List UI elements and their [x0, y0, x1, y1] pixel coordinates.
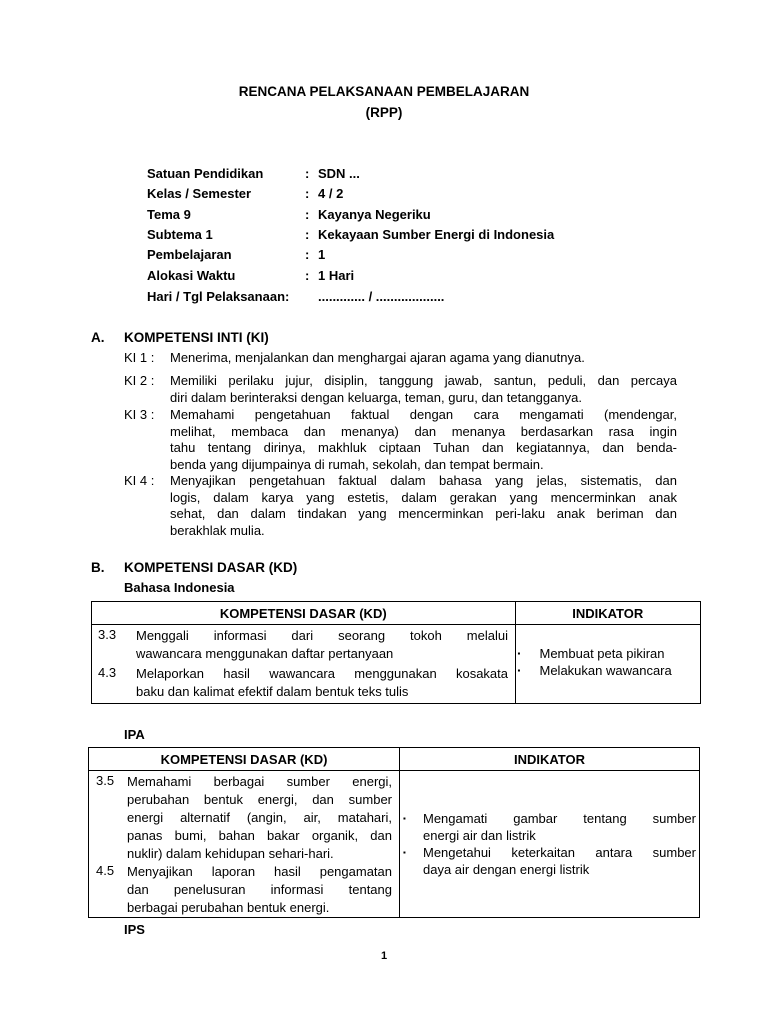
bullet-icon: ▪	[403, 814, 406, 823]
kd-line: Menggali informasi dari seorang tokoh melalui	[136, 628, 508, 643]
indicator-column-header: INDIKATOR	[400, 748, 700, 771]
kd-code: 4.3	[98, 665, 117, 680]
subject-bahasa-indonesia: Bahasa Indonesia	[124, 580, 235, 595]
kd-column-header: KOMPETENSI DASAR (KD)	[89, 748, 400, 771]
kd-code: 3.3	[98, 627, 117, 642]
indicator-cell	[515, 625, 701, 704]
info-label: Hari / Tgl Pelaksanaan:	[147, 289, 290, 304]
ki-line: berakhlak mulia.	[170, 522, 265, 538]
indicator-line: daya air dengan energi listrik	[423, 862, 590, 877]
indicator-item	[403, 810, 696, 844]
ki-line: benda yang dijumpainya di rumah, sekolah, dan tempat bermain.	[170, 456, 544, 472]
kd-code: 4.5	[96, 863, 115, 878]
kd-table-ipa	[88, 747, 700, 918]
ki-text	[170, 350, 677, 367]
info-value: Kekayaan Sumber Energi di Indonesia	[318, 227, 555, 242]
kd-line: wawancara menggunakan daftar pertanyaan	[136, 646, 394, 661]
info-separator: :	[305, 186, 310, 201]
info-row	[147, 247, 707, 267]
ki-line: Menyajikan pengetahuan faktual dalam bahasa yang jelas, sistematis, dan	[170, 473, 677, 488]
info-value: Kayanya Negeriku	[318, 207, 431, 222]
section-a-title: KOMPETENSI INTI (KI)	[124, 330, 269, 345]
info-value: 1	[318, 247, 326, 262]
section-b-letter: B.	[91, 560, 105, 575]
info-separator: :	[305, 268, 310, 283]
info-row	[147, 227, 707, 247]
kd-line: energi alternatif (angin, air, matahari,	[127, 810, 392, 825]
indicator-cell	[400, 771, 700, 918]
kd-line: Melaporkan hasil wawancara menggunakan kosakata	[136, 666, 508, 681]
indicator-line: energi air dan listrik	[423, 828, 536, 843]
kd-line: Menyajikan laporan hasil pengamatan	[127, 864, 392, 879]
indicator-list	[403, 810, 696, 878]
info-row	[147, 268, 707, 288]
indicator-list	[518, 645, 698, 679]
indicator-item	[518, 662, 698, 679]
info-label: Pembelajaran	[147, 247, 232, 262]
ki-text	[170, 373, 677, 406]
ki-line: Memiliki perilaku jujur, disiplin, tanggung jawab, santun, peduli, dan percaya	[170, 373, 677, 388]
info-value: SDN ...	[318, 166, 360, 181]
kd-line: Memahami berbagai sumber energi,	[127, 774, 392, 789]
ki-code: KI 1 :	[124, 350, 155, 365]
info-label: Tema 9	[147, 207, 191, 222]
ki-line: tahu tentang dirinya, makhluk ciptaan Tuhan dan kegiatannya, dan benda-	[170, 440, 677, 455]
indicator-line: Mengetahui keterkaitan antara sumber	[423, 845, 696, 860]
subject-ipa: IPA	[124, 727, 145, 742]
kd-line: dan penelusuran informasi tentang	[127, 882, 392, 897]
kd-line: perubahan bentuk energi, dan sumber	[127, 792, 392, 807]
ki-code: KI 2 :	[124, 373, 155, 388]
indicator-text: Membuat peta pikiran	[539, 646, 665, 661]
info-row	[147, 166, 707, 186]
kd-column-header: KOMPETENSI DASAR (KD)	[92, 602, 516, 625]
indicator-item	[518, 645, 698, 662]
subject-ips: IPS	[124, 922, 145, 937]
info-value: 1 Hari	[318, 268, 355, 283]
ki-line: logis, dalam karya yang estetis, dalam gerakan yang mencerminkan anak	[170, 489, 677, 505]
ki-text	[170, 407, 677, 473]
indicator-text: Melakukan wawancara	[539, 663, 672, 678]
document-title: RENCANA PELAKSANAAN PEMBELAJARAN	[238, 84, 530, 99]
kd-line: berbagai perubahan bentuk energi.	[127, 900, 330, 915]
info-separator: :	[305, 166, 310, 181]
info-label: Alokasi Waktu	[147, 268, 236, 283]
info-row	[147, 186, 707, 206]
kd-line: nuklir) dalam kehidupan sehari-hari.	[127, 846, 334, 861]
page-number: 1	[380, 950, 388, 962]
section-b-title: KOMPETENSI DASAR (KD)	[124, 560, 298, 575]
kd-cell	[92, 625, 516, 704]
info-label: Subtema 1	[147, 227, 213, 242]
ki-line: Menerima, menjalankan dan menghargai ajaran agama yang dianutnya.	[170, 350, 585, 365]
info-separator: :	[305, 227, 310, 242]
ki-text	[170, 473, 677, 539]
bullet-icon: ▪	[403, 848, 406, 857]
bullet-icon: ▪	[517, 649, 521, 658]
indicator-column-header: INDIKATOR	[515, 602, 701, 625]
kd-code: 3.5	[96, 773, 115, 788]
bullet-icon: ▪	[517, 666, 521, 675]
info-row	[147, 207, 707, 227]
kd-table-bahasa-indonesia	[91, 601, 701, 704]
indicator-line: Mengamati gambar tentang sumber	[423, 811, 696, 826]
ki-line: melihat, membaca dan menanya) dan menanya berdasarkan rasa ingin	[170, 423, 677, 439]
ki-code: KI 3 :	[124, 407, 155, 422]
info-value: ............. / ...................	[318, 289, 445, 304]
ki-line: diri dalam berinteraksi dengan keluarga, teman, guru, dan tetangganya.	[170, 389, 582, 405]
kd-cell	[89, 771, 400, 918]
kd-line: panas bumi, bahan bakar organik, dan	[127, 828, 392, 843]
info-value: 4 / 2	[318, 186, 344, 201]
info-label: Satuan Pendidikan	[147, 166, 264, 181]
info-label: Kelas / Semester	[147, 186, 252, 201]
info-separator: :	[305, 247, 310, 262]
indicator-item	[403, 844, 696, 878]
document-subtitle: (RPP)	[365, 105, 403, 120]
ki-line: Memahami pengetahuan faktual dengan cara mengamati (mendengar,	[170, 407, 677, 422]
info-separator: :	[305, 207, 310, 222]
section-a-letter: A.	[91, 330, 105, 345]
kd-line: baku dan kalimat efektif dalam bentuk teks tulis	[136, 684, 409, 699]
info-row	[147, 289, 707, 309]
ki-line: sehat, dan dalam tindakan yang mencerminkan peri-laku anak beriman dan	[170, 506, 677, 521]
ki-code: KI 4 :	[124, 473, 155, 488]
